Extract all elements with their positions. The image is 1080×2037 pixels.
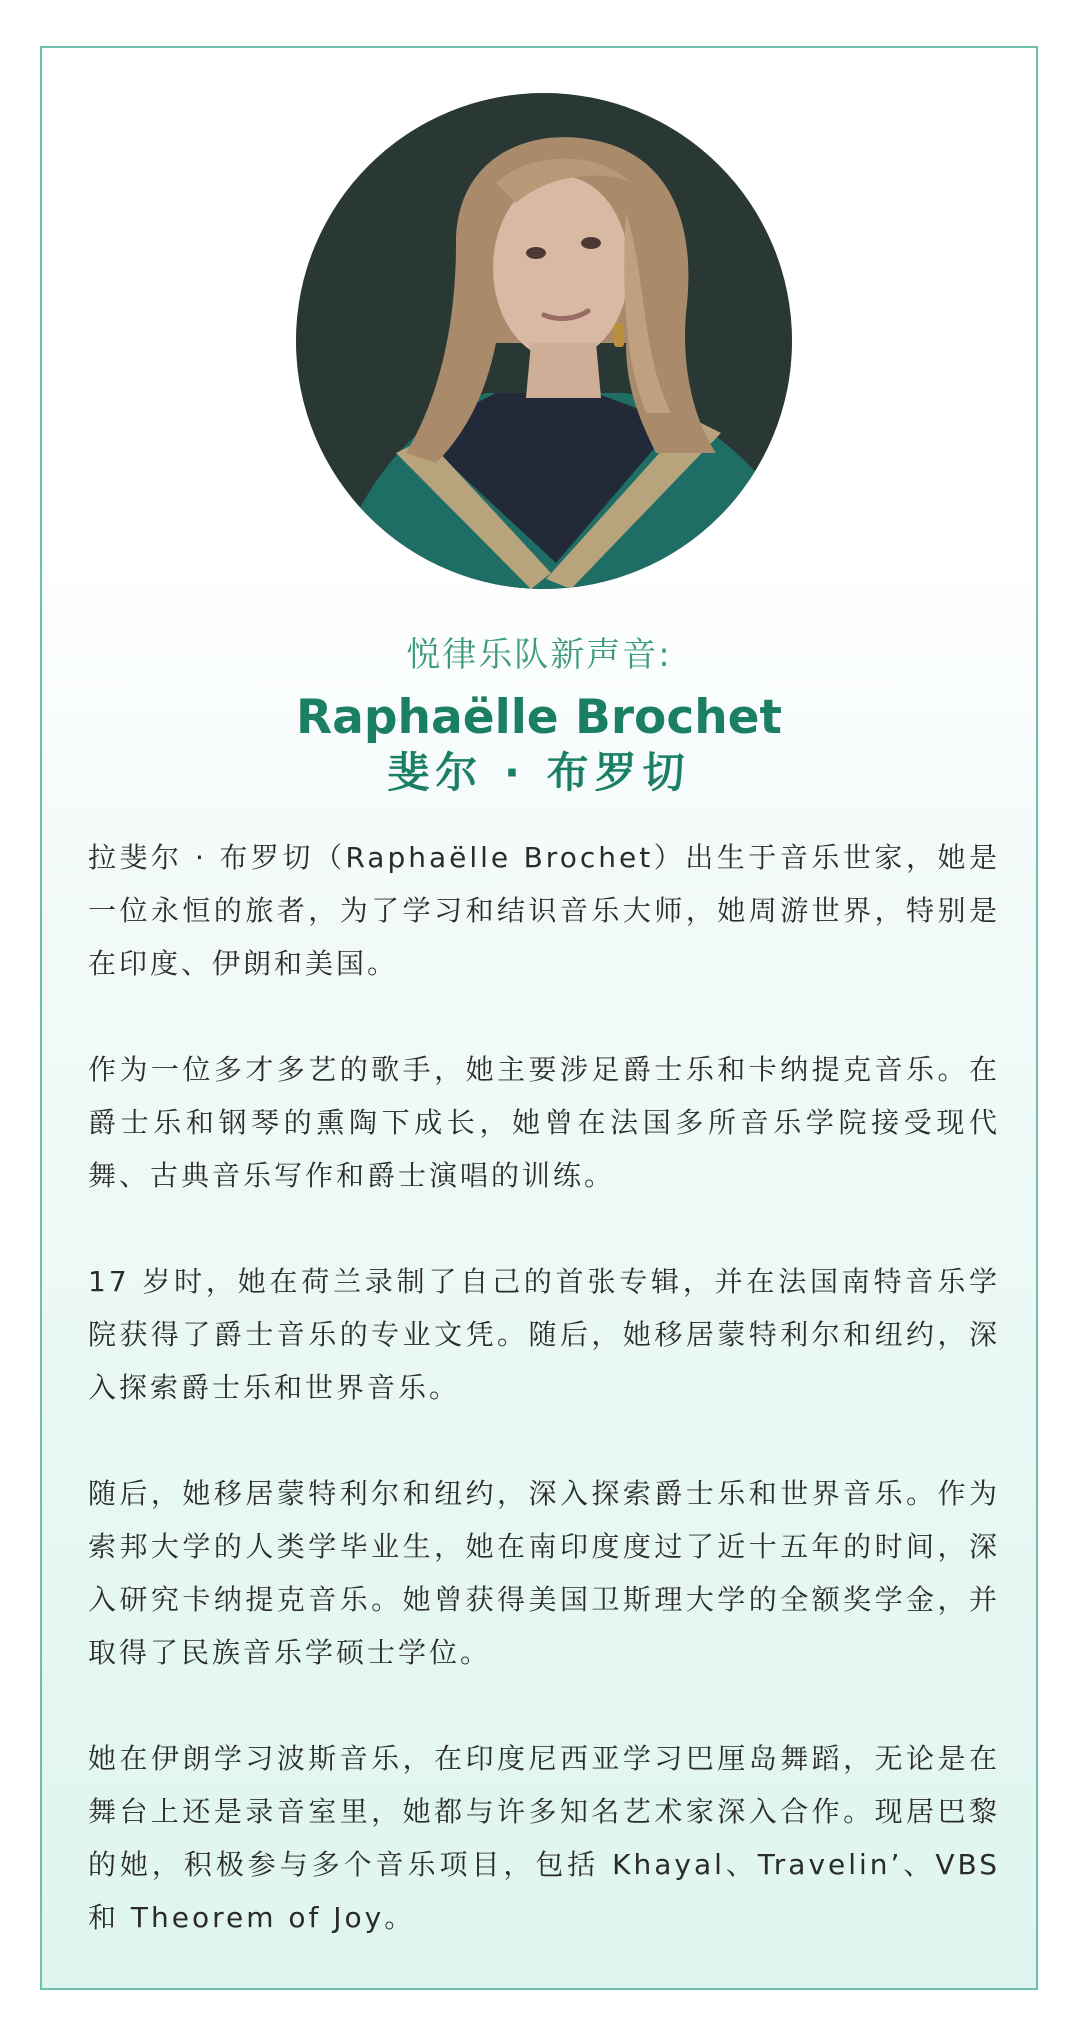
portrait-photo [296,93,792,589]
bio-paragraph: 她在伊朗学习波斯音乐，在印度尼西亚学习巴厘岛舞蹈，无论是在舞台上还是录音室里，她都与许多知名艺术家深入合作。现居巴黎的她，积极参与多个音乐项目，包括 Khayal、Travelin’、VBS 和 Theorem of Joy。 [88,1742,1000,1934]
bio-paragraph: 拉斐尔 · 布罗切（Raphaëlle Brochet）出生于音乐世家，她是一位永恒的旅者，为了学习和结识音乐大师，她周游世界，特别是在印度、伊朗和美国。 [88,841,1000,980]
bio-paragraph: 作为一位多才多艺的歌手，她主要涉足爵士乐和卡纳提克音乐。在爵士乐和钢琴的熏陶下成长，她曾在法国多所音乐学院接受现代舞、古典音乐写作和爵士演唱的训练。 [88,1053,1000,1192]
profile-name-english: Raphaëlle Brochet [295,690,783,745]
bio-paragraph: 17 岁时，她在荷兰录制了自己的首张专辑，并在法国南特音乐学院获得了爵士音乐的专业文凭。随后，她移居蒙特利尔和纽约，深入探索爵士乐和世界音乐。 [88,1265,1000,1404]
biography [88,831,1000,1944]
bio-paragraph: 随后，她移居蒙特利尔和纽约，深入探索爵士乐和世界音乐。作为索邦大学的人类学毕业生，她在南印度度过了近十五年的时间，深入研究卡纳提克音乐。她曾获得美国卫斯理大学的全额奖学金，并取得了民族音乐学硕士学位。 [88,1477,1000,1669]
profile-card [40,46,1038,1990]
profile-name-chinese: 斐尔 · 布罗切 [387,748,691,797]
profile-heading [42,633,1036,799]
woman-portrait-icon [296,93,792,589]
profile-subtitle: 悦律乐队新声音: [406,635,672,675]
